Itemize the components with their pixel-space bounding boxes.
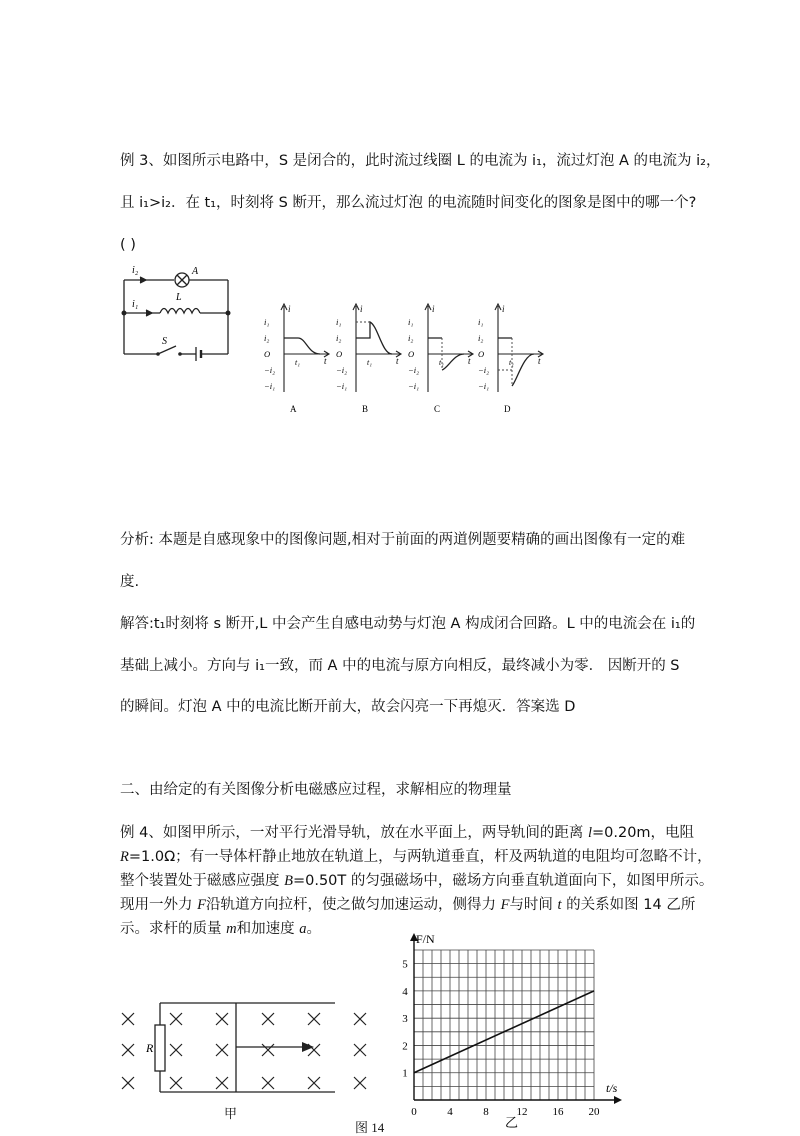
option-t1-label: t₁: [509, 358, 515, 367]
option-ytick: O: [478, 349, 485, 359]
option-ytick: −i₁: [264, 381, 276, 391]
solution-line2: 基础上减小。方向与 i₁一致，而 A 中的电流与原方向相反，最终减小为零． 因断开的 S: [120, 658, 680, 674]
option-t-label: t: [538, 356, 541, 366]
option-ytick: −i₁: [478, 381, 490, 391]
analysis-line1: 分析: 本题是自感现象中的图像问题,相对于前面的两道例题要精确的画出图像有一定的难: [120, 532, 686, 548]
field-x-mark: [216, 1044, 228, 1056]
chart-y-tick: 4: [402, 985, 408, 998]
option-i-label: i: [432, 304, 435, 314]
example4-line3: 整个装置处于磁感应强度 B=0.50T 的匀强磁场中，磁场方向垂直轨道面向下，如图甲所示。: [120, 873, 714, 889]
figure-jia-label: 甲: [224, 1107, 238, 1122]
option-i-label: i: [288, 304, 291, 314]
field-x-mark: [122, 1044, 134, 1056]
field-x-mark: [122, 1013, 134, 1025]
circuit-diagram: [110, 258, 240, 368]
chart-x-tick: 12: [516, 1106, 528, 1118]
figure-yi-label: 乙: [505, 1115, 519, 1130]
option-letter: B: [362, 404, 369, 414]
example3-line2: 且 i₁>i₂．在 t₁，时刻将 S 断开，那么流过灯泡 的电流随时间变化的图象是图中的哪一个?: [120, 195, 697, 211]
field-x-mark: [308, 1044, 320, 1056]
option-letter: C: [434, 404, 441, 414]
option-graph-C: [408, 304, 473, 414]
field-x-mark: [122, 1077, 134, 1089]
example4-line2: R=1.0Ω；有一导体杆静止地放在轨道上，与两轨道垂直，杆及两轨道的电阻均可忽略不计，: [120, 849, 712, 865]
option-ytick: O: [336, 349, 343, 359]
chart-x-axis-label: t/s: [606, 1081, 618, 1095]
chart-grid: [414, 950, 594, 1100]
figure-jia-rails: [110, 995, 380, 1120]
option-ytick: i₁: [408, 317, 414, 327]
chart-y-tick: 5: [402, 958, 408, 971]
option-i-label: i: [360, 304, 363, 314]
solution-line1: 解答:t₁时刻将 s 断开,L 中会产生自感电动势与灯泡 A 构成闭合回路。L 中的电流会在 i₁的: [120, 616, 696, 632]
option-ytick: −i₂: [478, 365, 490, 375]
field-x-mark: [308, 1013, 320, 1025]
option-curve: [284, 338, 320, 354]
option-ytick: −i₁: [408, 381, 420, 391]
option-graphs: [262, 300, 552, 420]
example3-line1: 例 3、如图所示电路中，S 是闭合的，此时流过线圈 L 的电流为 i₁，流过灯泡 A 的电流为 i₂，: [120, 153, 721, 169]
chart-y-axis-label: F/N: [416, 932, 435, 946]
option-t1-label: t₁: [295, 358, 301, 367]
field-x-mark: [354, 1077, 366, 1089]
field-x-mark: [170, 1013, 182, 1025]
field-x-mark: [308, 1077, 320, 1089]
option-ytick: −i₂: [264, 365, 276, 375]
option-letter: D: [504, 404, 511, 414]
option-graph-A: [264, 304, 329, 414]
field-x-mark: [170, 1044, 182, 1056]
chart-x-tick: 20: [588, 1106, 600, 1118]
example4-line5: 示。求杆的质量 m和加速度 a。: [120, 921, 321, 937]
circuit-label-switch: S: [162, 336, 167, 347]
option-ytick: i₁: [336, 317, 342, 327]
chart-y-tick: 2: [402, 1040, 408, 1053]
option-i-label: i: [502, 304, 505, 314]
circuit-label-i1: i₁: [132, 299, 139, 310]
option-t1-label: t₁: [367, 358, 373, 367]
resistor-label: R: [146, 1041, 154, 1055]
figure-caption: 图 14: [355, 1120, 385, 1135]
chart-x-arrow: [614, 1096, 622, 1104]
field-x-mark: [170, 1077, 182, 1089]
option-t-label: t: [396, 356, 399, 366]
option-curve: [356, 322, 392, 354]
option-ytick: O: [408, 349, 415, 359]
option-graph-D: [478, 304, 543, 414]
circuit-label-coil: L: [176, 292, 182, 303]
field-x-mark: [216, 1077, 228, 1089]
option-ytick: i₂: [336, 333, 342, 343]
option-t1-label: t₁: [439, 358, 445, 367]
field-x-mark: [262, 1044, 274, 1056]
circuit-label-i2: i₂: [132, 265, 139, 276]
field-x-mark: [354, 1013, 366, 1025]
chart-y-tick: 3: [402, 1013, 408, 1026]
option-ytick: i₁: [478, 317, 484, 327]
option-ytick: i₁: [264, 317, 270, 327]
figure-yi-chart: [380, 925, 640, 1130]
option-ytick: O: [264, 349, 271, 359]
analysis-line2: 度.: [120, 574, 140, 590]
option-t-label: t: [324, 356, 327, 366]
field-x-mark: [262, 1077, 274, 1089]
field-x-mark: [262, 1013, 274, 1025]
chart-x-tick: 16: [552, 1106, 564, 1118]
example3-blank: ( ): [120, 237, 136, 253]
option-ytick: i₂: [478, 333, 484, 343]
option-ytick: −i₂: [336, 365, 348, 375]
option-ytick: i₂: [264, 333, 270, 343]
circuit-label-lamp: A: [192, 266, 199, 277]
field-x-mark: [354, 1044, 366, 1056]
chart-x-tick: 8: [483, 1106, 489, 1118]
option-ytick: i₂: [408, 333, 414, 343]
option-t-label: t: [468, 356, 471, 366]
example4-line1: 例 4、如图甲所示，一对平行光滑导轨，放在水平面上，两导轨间的距离 l=0.20m，电阻: [120, 825, 695, 841]
option-graph-B: [336, 304, 401, 414]
section2-heading: 二、由给定的有关图像分析电磁感应过程，求解相应的物理量: [120, 782, 512, 798]
option-letter: A: [290, 404, 297, 414]
field-x-mark: [216, 1013, 228, 1025]
chart-x-tick: 4: [447, 1106, 453, 1118]
option-ytick: −i₂: [408, 365, 420, 375]
option-ytick: −i₁: [336, 381, 348, 391]
chart-x-tick: 0: [411, 1106, 417, 1118]
solution-line3: 的瞬间。灯泡 A 中的电流比断开前大，故会闪亮一下再熄灭．答案选 D: [120, 699, 576, 715]
option-curve: [498, 338, 534, 386]
example4-line4: 现用一外力 F沿轨道方向拉杆，使之做匀加速运动，侧得力 F与时间 t 的关系如图 14 乙所: [120, 897, 696, 913]
chart-y-tick: 1: [402, 1067, 408, 1080]
